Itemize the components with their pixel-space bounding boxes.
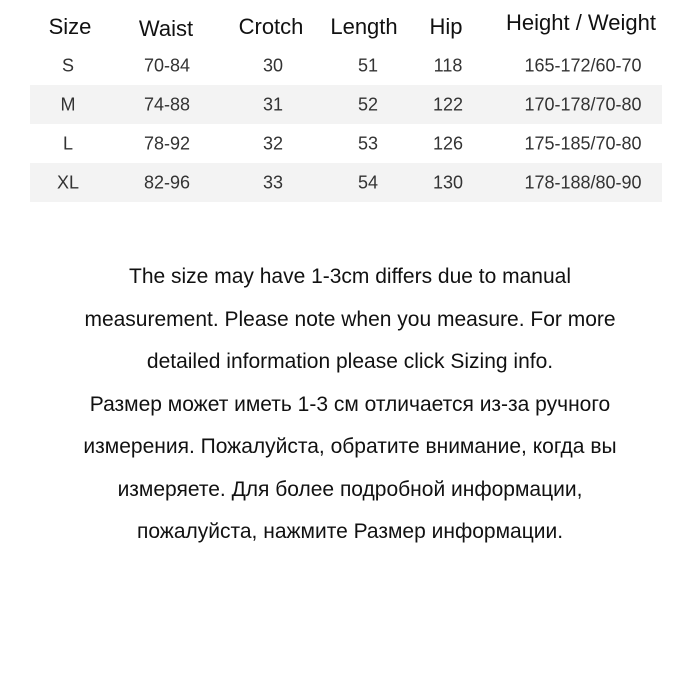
table-row xyxy=(30,163,662,202)
cell-length: 53 xyxy=(357,133,379,153)
cell-size: M xyxy=(60,94,76,114)
cell-height-weight: 170-178/70-80 xyxy=(524,94,642,114)
cell-hip: 126 xyxy=(432,133,464,153)
cell-height-weight: 178-188/80-90 xyxy=(524,172,642,192)
cell-length: 54 xyxy=(357,172,379,192)
header-waist: Waist xyxy=(138,16,194,41)
cell-length: 52 xyxy=(357,94,379,114)
cell-size: L xyxy=(62,133,74,153)
table-header-row xyxy=(30,0,662,46)
cell-waist: 74-88 xyxy=(143,94,191,114)
note-english-line: The size may have 1-3cm differs due to manual xyxy=(129,265,571,288)
cell-waist: 82-96 xyxy=(143,172,191,192)
cell-crotch: 30 xyxy=(262,55,284,75)
cell-size: XL xyxy=(56,172,80,192)
table-row xyxy=(30,124,662,163)
size-note xyxy=(0,256,700,554)
cell-waist: 78-92 xyxy=(143,133,191,153)
cell-crotch: 31 xyxy=(262,94,284,114)
table-row xyxy=(30,85,662,124)
cell-hip: 118 xyxy=(433,55,463,75)
note-russian-line: измеряете. Для более подробной информации, xyxy=(117,477,583,501)
header-length: Length xyxy=(330,14,398,39)
cell-waist: 70-84 xyxy=(143,55,191,75)
header-hip: Hip xyxy=(429,14,463,39)
cell-height-weight: 175-185/70-80 xyxy=(524,133,642,153)
header-crotch: Crotch xyxy=(238,14,304,39)
note-english-line: measurement. Please note when you measure. For more xyxy=(84,307,616,331)
cell-crotch: 32 xyxy=(262,133,284,153)
cell-size: S xyxy=(61,55,75,75)
cell-hip: 122 xyxy=(432,94,464,114)
header-size: Size xyxy=(48,14,92,39)
size-chart-table xyxy=(30,0,662,202)
header-height-weight: Height / Weight xyxy=(505,10,657,35)
note-russian-line: пожалуйста, нажмите Размер информации. xyxy=(136,520,564,543)
cell-height-weight: 165-172/60-70 xyxy=(524,55,642,75)
cell-crotch: 33 xyxy=(262,172,284,192)
note-russian-line: Размер может иметь 1-3 см отличается из-за ручного xyxy=(89,392,611,416)
table-row xyxy=(30,46,662,85)
cell-hip: 130 xyxy=(432,172,464,192)
note-russian-line: измерения. Пожалуйста, обратите внимание, когда вы xyxy=(83,435,617,458)
cell-length: 51 xyxy=(357,55,379,75)
note-english-line: detailed information please click Sizing info. xyxy=(146,350,554,373)
